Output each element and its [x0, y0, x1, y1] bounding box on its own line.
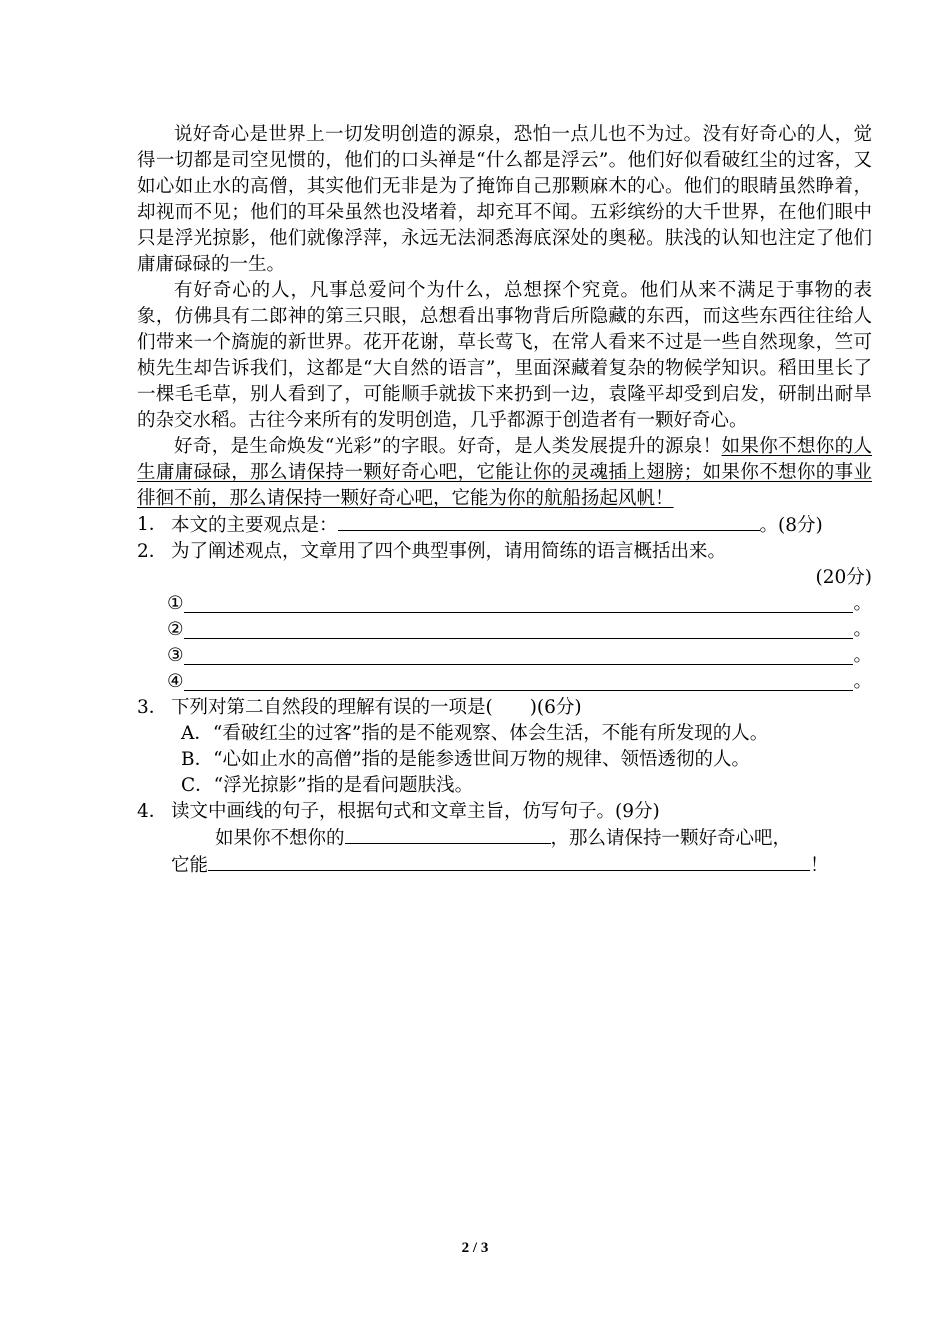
imitation-blank-1[interactable]	[345, 825, 551, 844]
question-1-text: 本文的主要观点是：	[171, 515, 338, 536]
answer-blank-2[interactable]	[184, 620, 854, 639]
question-3-text: 下列对第二自然段的理解有误的一项是( )(6分)	[171, 697, 582, 718]
question-4-number: 4．	[137, 801, 168, 822]
answer-mark-3: ③	[167, 645, 184, 666]
question-1	[137, 512, 872, 539]
passage-paragraph-3	[137, 434, 872, 512]
question-2	[137, 539, 872, 565]
underlined-sentence: 如果你不想你的人生庸庸碌碌，那么请保持一颗好奇心吧，它能让你的灵魂插上翅膀；如果你不想你的事业徘徊不前，那么请保持一颗好奇心吧，它能为你的航船扬起风帆！	[137, 436, 872, 509]
imitation-line-2: 它能 ！	[171, 852, 872, 879]
question-4-text: 读文中画线的句子，根据句式和文章主旨，仿写句子。(9分)	[171, 801, 660, 822]
question-2-number: 2．	[137, 541, 168, 562]
page-number: 2 / 3	[461, 1240, 489, 1256]
question-2-answer-1: ① 。	[167, 591, 872, 617]
imitation-blank-2[interactable]	[208, 852, 810, 871]
option-a[interactable]: A．“看破红尘的过客”指的是不能观察、体会生活，不能有所发现的人。	[181, 723, 769, 744]
question-1-number: 1．	[137, 514, 168, 535]
worksheet-page	[137, 122, 872, 879]
question-2-text: 为了阐述观点，文章用了四个典型事例，请用简练的语言概括出来。	[171, 541, 727, 562]
question-2-answer-3: ③ 。	[167, 643, 872, 669]
question-3	[137, 695, 872, 721]
passage-paragraph-3-text: 好奇，是生命焕发“光彩”的字眼。好奇，是人类发展提升的源泉！	[174, 436, 722, 457]
answer-mark-2: ②	[167, 619, 184, 640]
question-4	[137, 799, 872, 825]
answer-mark-4: ④	[167, 671, 184, 692]
answer-blank-1[interactable]	[184, 594, 854, 613]
answer-blank-3[interactable]	[184, 646, 854, 665]
question-2-score: (20分)	[815, 567, 872, 588]
passage-paragraph-1: 说好奇心是世界上一切发明创造的源泉，恐怕一点儿也不为过。没有好奇心的人，觉得一切都是司空见惯的，他们的口头禅是“什么都是浮云”。他们好似看破红尘的过客，又如心如止水的高僧，其实他们无非是为了掩饰自己那颗麻木的心。他们的眼睛虽然睁着，却视而不见；他们的耳朵虽然也没堵着，却充耳不闻。五彩缤纷的大千世界，在他们眼中只是浮光掠影，他们就像浮萍，永远无法洞悉海底深处的奥秘。肤浅的认知也注定了他们庸庸碌碌的一生。	[137, 124, 872, 275]
question-1-answer-blank[interactable]	[338, 512, 760, 531]
question-1-score: 。(8分)	[759, 515, 823, 536]
option-b[interactable]: B．“心如止水的高僧”指的是能参透世间万物的规律、领悟透彻的人。	[181, 749, 751, 770]
question-3-number: 3．	[137, 697, 168, 718]
option-c[interactable]: C．“浮光掠影”指的是看问题肤浅。	[181, 775, 474, 796]
answer-blank-4[interactable]	[184, 672, 854, 691]
imitation-line-1: 如果你不想你的 ，那么请保持一颗好奇心吧，	[215, 825, 872, 852]
question-2-answer-2: ② 。	[167, 617, 872, 643]
question-2-answer-4: ④ 。	[167, 669, 872, 695]
answer-mark-1: ①	[167, 593, 184, 614]
passage-paragraph-2: 有好奇心的人，凡事总爱问个为什么，总想探个究竟。他们从来不满足于事物的表象，仿佛具有二郎神的第三只眼，总想看出事物背后所隐藏的东西，而这些东西往往给人们带来一个旖旎的新世界。花开花谢，草长莺飞，在常人看来不过是一些自然现象，竺可桢先生却告诉我们，这都是“大自然的语言”，里面深藏着复杂的物候学知识。稻田里长了一棵毛毛草，别人看到了，可能顺手就拔下来扔到一边，袁隆平却受到启发，研制出耐旱的杂交水稻。古往今来所有的发明创造，几乎都源于创造者有一颗好奇心。	[137, 280, 872, 431]
